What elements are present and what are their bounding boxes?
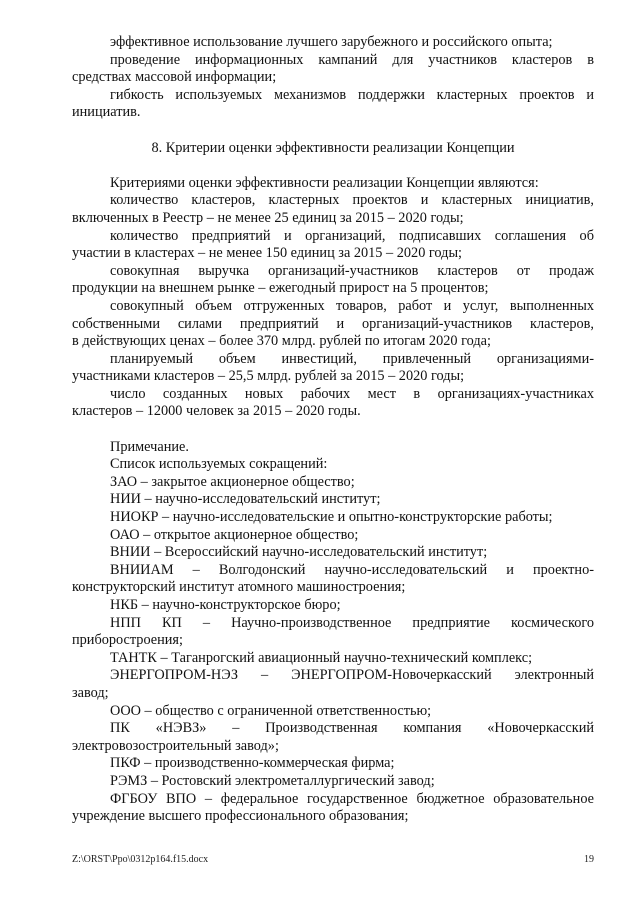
document-page [72, 34, 594, 826]
text-line: совокупный объем отгруженных товаров, работ и услуг, выполненных [110, 297, 594, 314]
spacer [72, 421, 594, 439]
abbreviations-block [72, 439, 594, 826]
text-line: продукции на внешнем рынке – ежегодный прирост на 5 процентов; [72, 280, 489, 297]
text-line: эффективное использование лучшего зарубежного и российского опыта; [110, 34, 553, 50]
criteria-block [72, 175, 594, 421]
section-heading: 8. Критерии оценки эффективности реализации Концепции [151, 139, 515, 156]
abbreviation-item: НИОКР – научно-исследовательские и опытно-конструкторские работы; [110, 509, 553, 526]
text-line: кластеров – 12000 человек за 2015 – 2020 годы. [72, 403, 361, 420]
note-title: Примечание. [110, 438, 189, 455]
abbreviation-item: ВНИИ – Всероссийский научно-исследовательский институт; [110, 544, 488, 561]
text-line: количество предприятий и организаций, подписавших соглашения об [110, 227, 594, 244]
text-line: планируемый объем инвестиций, привлеченный организациями- [110, 350, 594, 367]
abbreviation-item: ЭНЕРГОПРОМ-НЭЗ – ЭНЕРГОПРОМ-Новочеркасский электронный [110, 667, 594, 684]
abbreviation-item: ЗАО – закрытое акционерное общество; [110, 473, 355, 490]
abbreviation-item-cont: конструкторский институт атомного машиностроения; [72, 579, 406, 596]
abbreviation-item: ВНИИАМ – Волгодонский научно-исследовательский и проектно- [110, 561, 594, 578]
abbreviation-item: НПП КП – Научно-производственное предприятие космического [110, 614, 594, 631]
abbreviation-item: ТАНТК – Таганрогский авиационный научно-технический комплекс; [110, 649, 533, 666]
abbreviation-item-cont: приборостроения; [72, 632, 183, 649]
text-line: средствах массовой информации; [72, 69, 277, 86]
footer-file-path: Z:\ORST\Ppo\0312p164.f15.docx [72, 854, 209, 865]
abbreviation-item: ООО – общество с ограниченной ответственностью; [110, 702, 432, 719]
text-line: гибкость используемых механизмов поддержки кластерных проектов и [110, 86, 594, 103]
text-line: инициатив. [72, 104, 141, 121]
abbreviation-item: НКБ – научно-конструкторское бюро; [110, 597, 341, 613]
abbreviation-item: РЭМЗ – Ростовский электрометаллургический завод; [110, 772, 435, 789]
intro-block [72, 34, 594, 122]
abbreviation-item-cont: электровозостроительный завод»; [72, 737, 279, 754]
abbreviation-item: ПК «НЭВЗ» – Производственная компания «Новочеркасский [110, 720, 594, 737]
spacer [72, 157, 594, 175]
text-line: включенных в Реестр – не менее 25 единиц за 2015 – 2020 годы; [72, 209, 464, 226]
text-line: в действующих ценах – более 370 млрд. рублей по итогам 2020 года; [72, 333, 491, 350]
page-number: 19 [584, 854, 594, 865]
abbreviation-item: НИИ – научно-исследовательский институт; [110, 491, 381, 508]
abbreviation-item-cont: завод; [72, 684, 109, 701]
abbreviation-item-cont: учреждение высшего профессионального образования; [72, 808, 409, 825]
abbreviations-title: Список используемых сокращений: [110, 456, 328, 473]
text-line: собственными силами предприятий и организаций-участников кластеров, [72, 315, 594, 332]
abbreviation-item: ОАО – открытое акционерное общество; [110, 526, 359, 543]
criteria-lead: Критериями оценки эффективности реализации Концепции являются: [110, 174, 539, 191]
text-line: участниками кластеров – 25,5 млрд. рублей за 2015 – 2020 годы; [72, 368, 465, 385]
text-line: проведение информационных кампаний для участников кластеров в [110, 51, 594, 68]
text-line: количество кластеров, кластерных проектов и кластерных инициатив, [110, 192, 594, 209]
text-line: число созданных новых рабочих мест в организациях-участниках [110, 385, 594, 402]
spacer [72, 122, 594, 140]
text-line: участии в кластерах – не менее 150 единиц за 2015 – 2020 годы; [72, 245, 463, 262]
abbreviation-item: ПКФ – производственно-коммерческая фирма; [110, 755, 395, 772]
text-line: совокупная выручка организаций-участников кластеров от продаж [110, 262, 594, 279]
abbreviation-item: ФГБОУ ВПО – федеральное государственное бюджетное образовательное [110, 790, 594, 807]
